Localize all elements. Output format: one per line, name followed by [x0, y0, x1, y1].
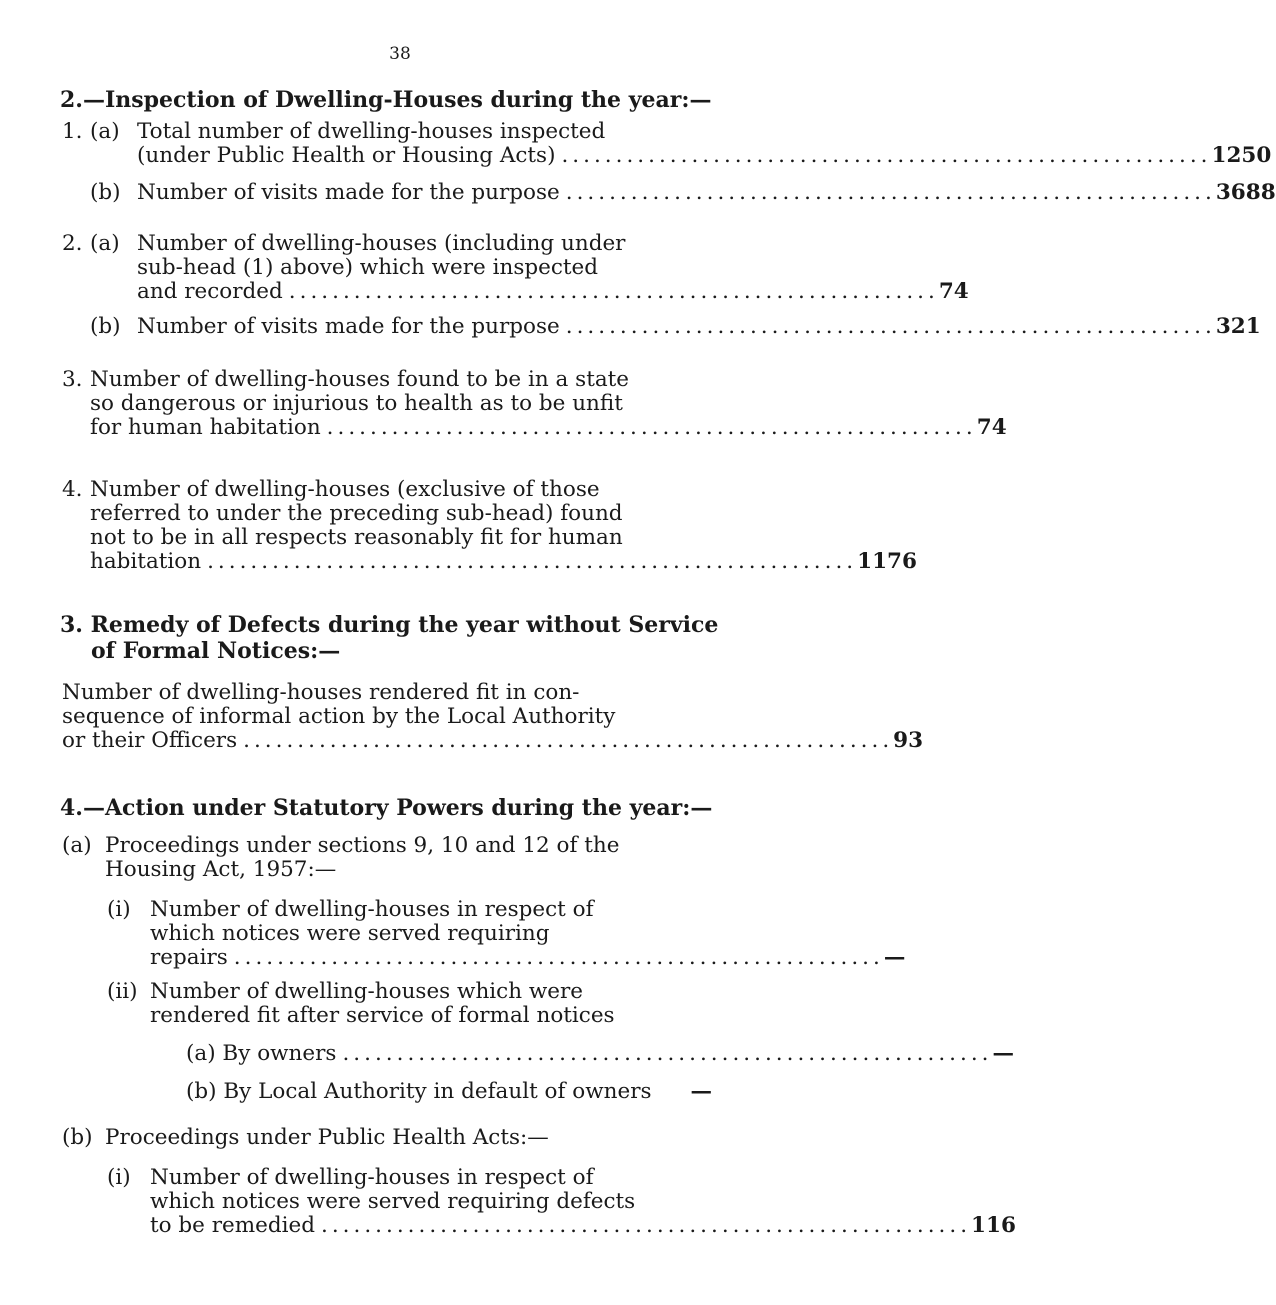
- section-4b-tag: (b): [62, 1125, 93, 1150]
- section-4a-tag: (a): [62, 833, 92, 858]
- item-3-number: 3.: [62, 367, 83, 392]
- item-4-line-3: not to be in all respects reasonably fit for human: [90, 525, 623, 550]
- item-4-line-4: habitation: [90, 549, 202, 574]
- section-4a-i-line-3-row: [150, 945, 906, 970]
- section-4a-i-value: —: [883, 945, 906, 970]
- item-4-line-1: Number of dwelling-houses (exclusive of those: [90, 477, 600, 502]
- leader-dots: ............................................................: [233, 945, 884, 970]
- item-2b: [137, 314, 1261, 339]
- section-4b-i-value: 116: [971, 1213, 1016, 1238]
- item-2a: [137, 231, 969, 304]
- item-3-line-3: for human habitation: [90, 415, 321, 440]
- item-3-line-3-row: [90, 415, 1007, 440]
- section-4a-line-2: Housing Act, 1957:—: [105, 857, 337, 882]
- leader-dots: ............................................................: [326, 415, 977, 440]
- section-3-line-3-row: [62, 728, 924, 753]
- section-4a-ii-sub-b-value: —: [690, 1079, 712, 1104]
- section-4a-ii-line-2: rendered fit after service of formal notices: [150, 1003, 615, 1028]
- section-4a-ii: [150, 980, 712, 1028]
- leader-dots: ............................................................: [561, 143, 1212, 168]
- item-2a-line-3-row: [137, 279, 969, 304]
- leader-dots: ............................................................: [207, 549, 858, 574]
- item-1a-line-2-row: [137, 143, 1272, 168]
- leader-dots: ............................................................: [342, 1041, 993, 1066]
- item-2a-value: 74: [938, 279, 969, 304]
- item-1a-line-1: Total number of dwelling-houses inspected: [137, 119, 606, 144]
- section-3-heading-line-2: of Formal Notices:—: [91, 638, 341, 664]
- section-4a-ii-sub-a-row: [186, 1041, 1014, 1066]
- section-4a-i: [150, 897, 906, 970]
- section-4a-ii-sub-a-label: (a) By owners: [186, 1041, 337, 1066]
- section-3-line-2: sequence of informal action by the Local Authority: [62, 704, 616, 729]
- leader-dots: ............................................................: [565, 180, 1216, 205]
- page-number: 38: [389, 44, 411, 64]
- item-4: [90, 477, 917, 574]
- section-3-line-3: or their Officers: [62, 728, 238, 753]
- item-2b-tag: (b): [90, 314, 121, 339]
- item-1a-value: 1250: [1211, 143, 1272, 168]
- item-2-number: 2.: [62, 231, 83, 256]
- section-4b-i-line-2: which notices were served requiring defects: [150, 1189, 636, 1214]
- item-1b-row: [137, 180, 1276, 205]
- item-1a-line-2: (under Public Health or Housing Acts): [137, 143, 556, 168]
- item-4-line-4-row: [90, 549, 917, 574]
- section-3-line-1: Number of dwelling-houses rendered fit in con-: [62, 680, 580, 705]
- item-1b-value: 3688: [1215, 180, 1276, 205]
- section-4a: [105, 834, 712, 882]
- item-2a-line-2: sub-head (1) above) which were inspected: [137, 255, 599, 280]
- item-1b: [137, 180, 1276, 205]
- item-1b-label: Number of visits made for the purpose: [137, 180, 560, 205]
- section-4b-i: [150, 1165, 1016, 1238]
- section-3-heading-line-1: 3. Remedy of Defects during the year without Service: [60, 612, 719, 638]
- item-3-line-2: so dangerous or injurious to health as to be unfit: [90, 391, 623, 416]
- item-3-value: 74: [976, 415, 1007, 440]
- section-4a-i-line-2: which notices were served requiring: [150, 921, 550, 946]
- item-1a-tag: (a): [90, 119, 120, 144]
- item-4-value: 1176: [857, 549, 917, 574]
- item-2a-line-1: Number of dwelling-houses (including under: [137, 231, 626, 256]
- section-4a-i-line-3: repairs: [150, 945, 228, 970]
- item-4-number: 4.: [62, 477, 83, 502]
- section-4-heading: 4.—Action under Statutory Powers during the year:—: [60, 795, 713, 821]
- section-4a-ii-line-1: Number of dwelling-houses which were: [150, 979, 584, 1004]
- item-2a-line-3: and recorded: [137, 279, 283, 304]
- section-4a-ii-tag: (ii): [107, 979, 138, 1004]
- leader-dots: ............................................................: [288, 279, 939, 304]
- section-2-heading: 2.—Inspection of Dwelling-Houses during the year:—: [60, 87, 712, 113]
- item-3: [90, 367, 1007, 440]
- item-2b-label: Number of visits made for the purpose: [137, 314, 560, 339]
- section-4b-i-line-3: to be remedied: [150, 1213, 315, 1238]
- section-4b-i-line-1: Number of dwelling-houses in respect of: [150, 1165, 594, 1190]
- section-3-value: 93: [893, 728, 924, 753]
- section-4a-ii-sub-a: [186, 1041, 1014, 1066]
- item-2a-tag: (a): [90, 231, 120, 256]
- section-4a-i-tag: (i): [107, 897, 131, 922]
- section-4a-ii-sub-b-label: (b) By Local Authority in default of owners: [186, 1079, 652, 1104]
- item-2b-row: [137, 314, 1261, 339]
- section-4a-ii-sub-a-value: —: [992, 1041, 1014, 1066]
- item-1-number: 1.: [62, 119, 83, 144]
- section-3-body: [62, 680, 924, 753]
- section-4b-i-tag: (i): [107, 1165, 131, 1190]
- leader-dots: ............................................................: [320, 1213, 972, 1238]
- item-1b-tag: (b): [90, 180, 121, 205]
- section-4a-ii-sub-b-row: [186, 1080, 712, 1104]
- section-4b-line-1: Proceedings under Public Health Acts:—: [105, 1125, 549, 1150]
- section-4b-i-line-3-row: [150, 1213, 1016, 1238]
- item-2b-value: 321: [1215, 314, 1261, 339]
- section-4a-i-line-1: Number of dwelling-houses in respect of: [150, 897, 594, 922]
- section-4a-line-1: Proceedings under sections 9, 10 and 12 of the: [105, 833, 620, 858]
- leader-dots: ............................................................: [243, 728, 894, 753]
- item-3-line-1: Number of dwelling-houses found to be in a state: [90, 367, 630, 392]
- item-4-line-2: referred to under the preceding sub-head) found: [90, 501, 623, 526]
- leader-dots: ............................................................: [565, 314, 1216, 339]
- item-1a: [137, 119, 1272, 168]
- section-4a-ii-sub-b: [186, 1080, 712, 1104]
